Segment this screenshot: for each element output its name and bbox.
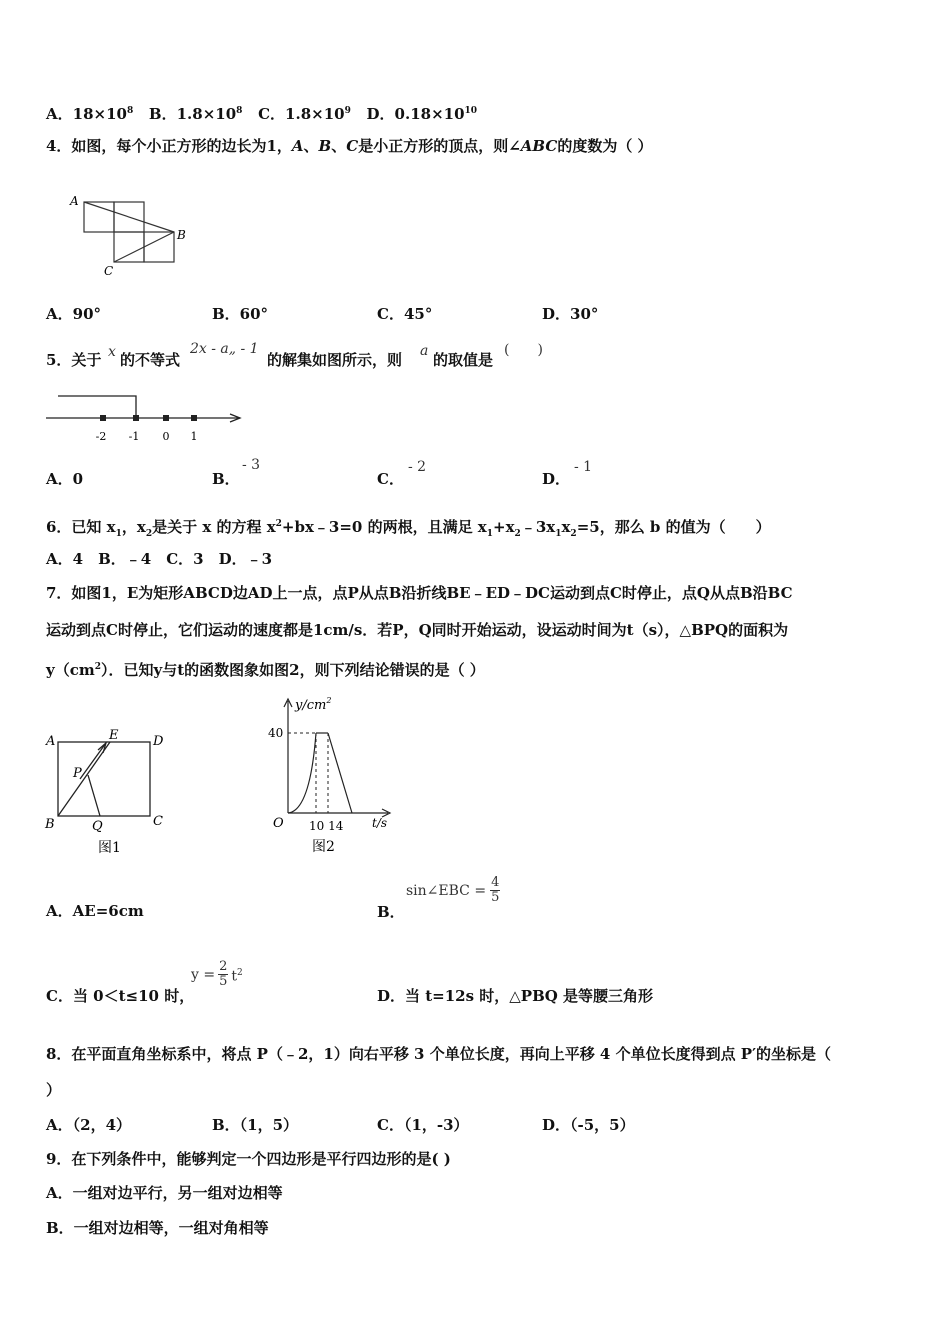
q7-figure2-graph — [262, 693, 402, 863]
fig1-label-a: A — [46, 734, 56, 749]
q9-option-a: A．一组对边平行，另一组对边相等 — [46, 1184, 283, 1202]
fig2-x-ticks: 10 14 — [309, 819, 344, 833]
q6-stem: 6．已知 $x_1$，$x_2$是关于 x 的方程 $x^2+bx﹣3=0$ 的两根，且满足 $x_1+x_2﹣3x_1x_2=5$，那么 b 的值为（ ） — [46, 518, 771, 539]
q4-label-c: C — [104, 264, 114, 278]
q8-option-b: B．（1，5） — [212, 1116, 299, 1134]
q9-stem: 9．在下列条件中，能够判定一个四边形是平行四边形的是( ) — [46, 1150, 451, 1168]
q5-paren: ( ) — [504, 342, 543, 358]
q4-option-d: D．30° — [542, 305, 599, 323]
tick-label-1: 1 — [190, 430, 198, 443]
q5-stem-c: 的解集如图所示，则 — [267, 351, 403, 369]
tick-label-neg1: -1 — [128, 430, 140, 443]
q7-option-c-text: C．当 0＜t≤10 时， — [46, 987, 195, 1005]
q5-option-b-value: - 3 — [242, 457, 261, 473]
q5-option-d-label: D． — [542, 470, 571, 488]
q3-options — [46, 101, 477, 124]
q4-option-b: B．60° — [212, 305, 269, 323]
fig2-y-tick: 40 — [268, 726, 284, 740]
fig2-caption: 图2 — [312, 839, 335, 855]
q7-stem-line2: 运动到点C时停止，它们运动的速度都是1cm/s．若P，Q同时开始运动，设运动时间为t（s），△BPQ的面积为 — [46, 621, 789, 639]
q8-stem-line2: ） — [46, 1081, 62, 1099]
q9-option-b: B．一组对边相等，一组对角相等 — [46, 1219, 269, 1237]
q5-stem-a: 5．关于 — [46, 351, 102, 369]
q8-stem-line1: 8．在平面直角坐标系中，将点 P（﹣2，1）向右平移 3 个单位长度，再向上平移 4 个单位长度得到点 P′的坐标是（ — [46, 1045, 832, 1063]
q7-option-c-expr: y = $\frac{2}{5}$ $t^2$ — [191, 959, 243, 989]
q7-option-c-fraction: $\frac{2}{5}$ — [219, 959, 228, 989]
fig2-y-label: $y/cm^2$ — [295, 696, 332, 713]
q7-option-b-expr: sin∠EBC = $\frac{4}{5}$ — [406, 875, 500, 905]
q3-option-d: D．$0.18\times 10^{10}$ — [366, 105, 478, 123]
q7-option-b-fraction: $\frac{4}{5}$ — [491, 875, 500, 905]
q4-label-b: B — [177, 228, 186, 242]
fig2-x-label: t/s — [372, 816, 388, 830]
tick-label-neg2: -2 — [95, 430, 107, 443]
q4-label-a: A — [70, 194, 79, 208]
q8-option-a: A．（2，4） — [46, 1116, 132, 1134]
q5-option-c-label: C． — [377, 470, 404, 488]
q3-option-b: B．$1.8\times 10^8$ — [148, 105, 243, 123]
q7-option-d: D．当 t=12s 时，△PBQ 是等腰三角形 — [377, 987, 654, 1005]
q4-grid-figure — [60, 190, 200, 280]
q4-stem: 4．如图，每个小正方形的边长为1，A、B、C是小正方形的顶点，则∠ABC的度数为（ ） — [46, 137, 653, 155]
q5-option-b-label: B． — [212, 470, 240, 488]
q5-option-c-value: - 2 — [408, 459, 427, 475]
q5-option-d-value: - 1 — [574, 459, 593, 475]
q5-stem-b: 的不等式 — [120, 351, 181, 369]
fig1-label-d: D — [153, 734, 164, 749]
q7-stem-line3: $y(cm^2)$．已知y与t的函数图象如图2，则下列结论错误的是（ ） — [46, 661, 485, 679]
fig1-label-b: B — [45, 817, 55, 832]
q5-number-line — [44, 388, 254, 448]
q7-option-b-label: B． — [377, 903, 405, 921]
q8-option-c: C．（1，-3） — [377, 1116, 469, 1134]
fig2-origin: O — [273, 816, 284, 831]
q5-inequality: 2x - a„ - 1 — [190, 341, 259, 357]
q3-option-a: A．$18\times 10^8$ — [46, 105, 134, 123]
q6-options: A．4 B．﹣4 C．3 D．﹣3 — [46, 550, 273, 568]
q5-option-a: A．0 — [46, 470, 84, 488]
q8-option-d: D．（-5，5） — [542, 1116, 635, 1134]
q3-option-c: C．$1.8\times 10^9$ — [258, 105, 351, 123]
q4-option-c: C．45° — [377, 305, 433, 323]
fig1-caption: 图1 — [98, 840, 121, 856]
q4-option-a: A．90° — [46, 305, 102, 323]
q5-var-a: a — [420, 343, 429, 359]
fig1-label-c: C — [153, 814, 163, 829]
q5-var-x: x — [108, 344, 116, 360]
q7-option-a: A．AE=6cm — [46, 902, 144, 920]
fig1-label-e: E — [109, 728, 119, 743]
q7-figure1-rectangle — [42, 725, 182, 860]
tick-label-0: 0 — [162, 430, 170, 443]
q7-stem-line1: 7．如图1，E为矩形ABCD边AD上一点，点P从点B沿折线BE﹣ED﹣DC运动到点C时停止，点Q从点B沿BC — [46, 584, 793, 602]
fig1-label-p: P — [73, 766, 82, 781]
fig1-label-q: Q — [92, 819, 103, 834]
q5-stem-d: 的取值是 — [433, 351, 494, 369]
